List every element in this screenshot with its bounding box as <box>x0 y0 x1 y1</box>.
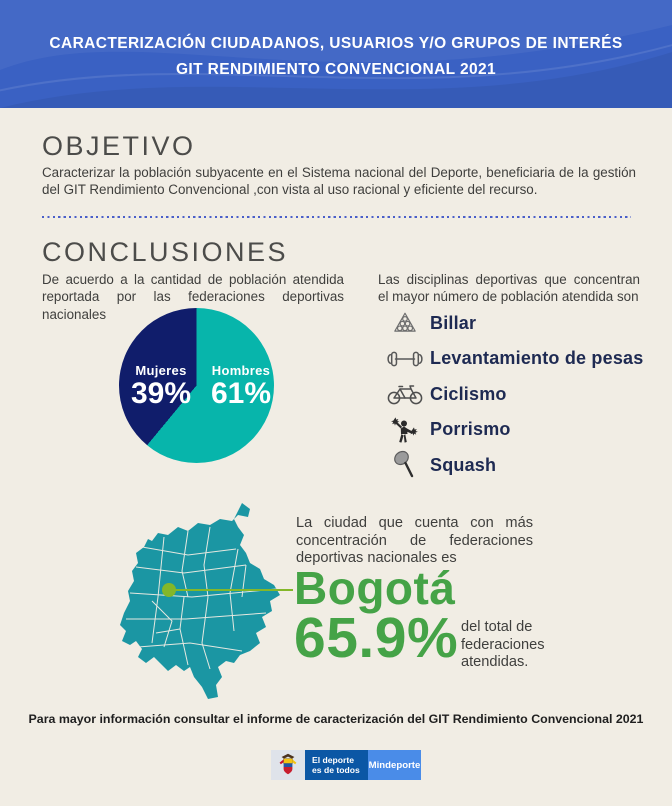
list-item <box>386 380 643 408</box>
sport-label: Porrismo <box>430 419 511 439</box>
list-item <box>386 345 643 373</box>
pie-intro-text: De acuerdo a la cantidad de población atendida reportada por las federaciones deportivas nacionales <box>42 272 344 322</box>
header-titles <box>0 0 672 108</box>
bogota-percentage: 65.9% <box>294 606 459 670</box>
hombres-value: 61% <box>210 377 272 410</box>
conclusiones-heading: CONCLUSIONES <box>42 237 289 267</box>
page-title-line1: CARACTERIZACIÓN CIUDADANOS, USUARIOS Y/O GRUPOS DE INTERÉS <box>49 35 623 52</box>
colombia-map <box>92 501 282 701</box>
sport-label: Billar <box>430 312 477 333</box>
hombres-label: Hombres <box>211 363 271 378</box>
squash-racquet-icon <box>386 449 424 481</box>
dumbbell-icon <box>386 348 424 370</box>
logo-tagline-line2: es de todos <box>312 765 360 775</box>
objetivo-body-text: Caracterizar la población subyacente en el Sistema nacional del Deporte, beneficiaria de la gestión del GIT Rendimiento Convencional ,con vista al uso racional y eficiente del recurso. <box>42 165 636 198</box>
sports-intro-text: Las disciplinas deportivas que concentran el mayor número de población atendida son <box>378 272 640 305</box>
logo-brand: Mindeporte <box>368 750 421 780</box>
dotted-separator <box>42 216 631 218</box>
list-item <box>386 309 643 337</box>
bogota-percentage-caption: del total de federaciones atendidas. <box>461 619 545 670</box>
bogota-callout-line <box>169 589 293 591</box>
cheerleader-icon <box>386 415 424 445</box>
pie-slice-label-mujeres <box>125 364 197 409</box>
header-banner <box>0 0 672 108</box>
gender-pie-chart <box>119 308 274 463</box>
bogota-city-name: Bogotá <box>294 562 456 614</box>
list-item <box>386 451 643 479</box>
billiards-icon <box>386 310 424 336</box>
objetivo-heading: OBJETIVO <box>42 131 196 161</box>
pie-slice-label-hombres <box>203 364 279 409</box>
sports-list <box>386 309 643 487</box>
bicycle-icon <box>386 382 424 406</box>
footer-note: Para mayor información consultar el informe de caracterización del GIT Rendimiento Convencional 2021 <box>28 712 644 726</box>
mujeres-label: Mujeres <box>135 363 187 378</box>
colombia-coat-of-arms-icon <box>271 750 305 780</box>
logo-tagline-line1: El deporte <box>312 754 355 765</box>
mujeres-value: 39% <box>130 377 192 410</box>
mindeporte-logo-bar <box>271 750 421 780</box>
sport-label: Squash <box>430 454 497 475</box>
page-title-line2: GIT RENDIMIENTO CONVENCIONAL 2021 <box>175 61 497 78</box>
bogota-intro-text: La ciudad que cuenta con más concentración de federaciones deportivas nacionales es <box>296 515 533 566</box>
sport-label: Ciclismo <box>430 383 507 404</box>
list-item <box>386 416 643 444</box>
logo-tagline <box>305 750 368 780</box>
sport-label: Levantamiento de pesas <box>430 348 644 368</box>
bogota-map-marker <box>162 583 176 597</box>
